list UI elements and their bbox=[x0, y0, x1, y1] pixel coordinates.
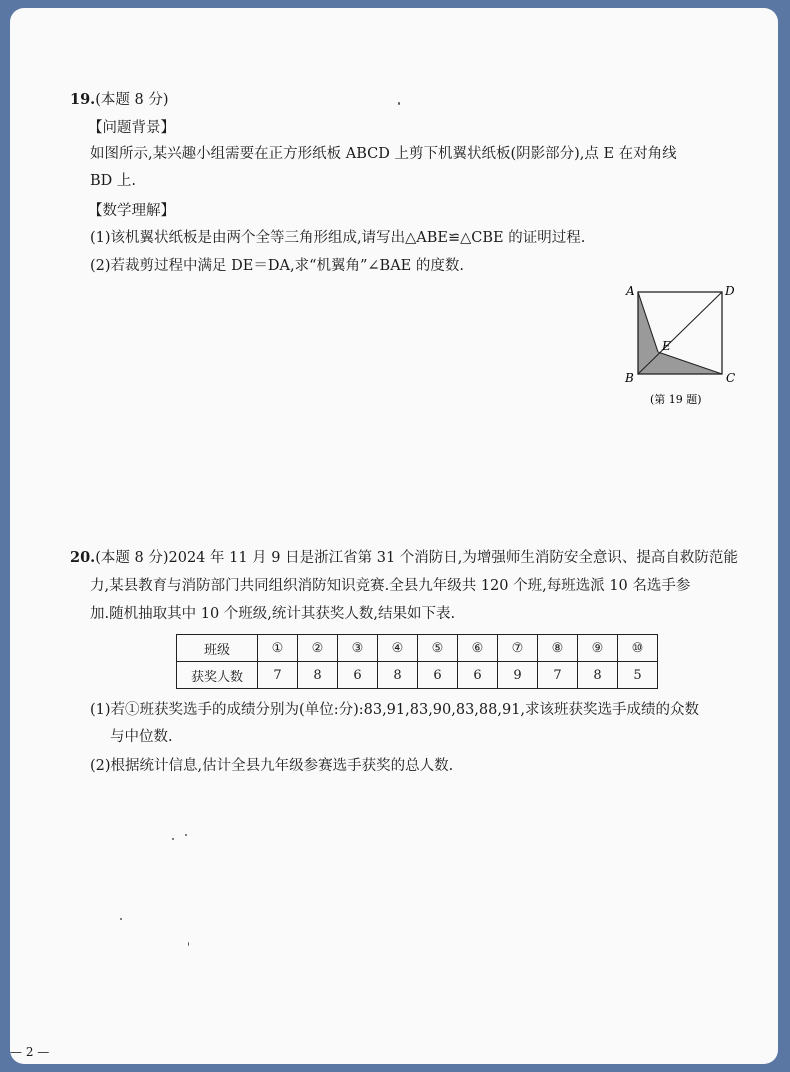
count-cell: 6 bbox=[338, 662, 378, 689]
label-d: D bbox=[725, 284, 735, 298]
count-cell: 8 bbox=[298, 662, 338, 689]
count-cell: 8 bbox=[578, 662, 618, 689]
count-cell: 6 bbox=[418, 662, 458, 689]
q19-figure bbox=[616, 278, 756, 408]
q19-background-heading: 【问题背景】 bbox=[88, 120, 175, 136]
class-cell: ③ bbox=[338, 635, 378, 662]
q19-background-line2: BD 上. bbox=[90, 173, 136, 189]
table-row-count bbox=[177, 662, 658, 689]
q19-score: (本题 8 分) bbox=[95, 92, 169, 108]
scan-speck bbox=[188, 942, 189, 946]
scan-speck bbox=[120, 918, 122, 920]
class-cell: ① bbox=[258, 635, 298, 662]
header-award-count: 获奖人数 bbox=[177, 662, 258, 689]
q20-part1-line2: 与中位数. bbox=[110, 729, 173, 745]
q20-intro-line2: 力,某县教育与消防部门共同组织消防知识竞赛.全县九年级共 120 个班,每班选派 10 名选手参 bbox=[90, 578, 691, 594]
q20-line1 bbox=[70, 548, 738, 568]
class-cell: ⑤ bbox=[418, 635, 458, 662]
count-cell: 7 bbox=[258, 662, 298, 689]
count-cell: 7 bbox=[538, 662, 578, 689]
label-a: A bbox=[626, 284, 635, 298]
q20-part1-line1: (1)若①班获奖选手的成绩分别为(单位:分):83,91,83,90,83,88,91,求该班获奖选手成绩的众数 bbox=[90, 702, 700, 718]
scan-speck bbox=[172, 838, 174, 840]
class-cell: ④ bbox=[378, 635, 418, 662]
q20-part2: (2)根据统计信息,估计全县九年级参赛选手获奖的总人数. bbox=[90, 758, 454, 774]
q19-number: 19. bbox=[70, 91, 96, 108]
scan-speck bbox=[185, 834, 187, 836]
q19-figure-caption: (第 19 题) bbox=[650, 393, 702, 406]
page-number: — 2 — bbox=[10, 1045, 50, 1059]
scan-speck bbox=[398, 102, 400, 105]
label-e: E bbox=[662, 339, 671, 353]
header-class: 班级 bbox=[177, 635, 258, 662]
award-count-table bbox=[176, 634, 658, 689]
exam-page bbox=[10, 8, 778, 1064]
label-c: C bbox=[726, 371, 736, 385]
class-cell: ⑧ bbox=[538, 635, 578, 662]
class-cell: ⑩ bbox=[618, 635, 658, 662]
q19-math-heading: 【数学理解】 bbox=[88, 203, 175, 219]
class-cell: ⑨ bbox=[578, 635, 618, 662]
count-cell: 6 bbox=[458, 662, 498, 689]
q19-part1: (1)该机翼状纸板是由两个全等三角形组成,请写出△ABE≌△CBE 的证明过程. bbox=[90, 230, 586, 246]
q19-background-line1: 如图所示,某兴趣小组需要在正方形纸板 ABCD 上剪下机翼状纸板(阴影部分),点 E 在对角线 bbox=[90, 146, 677, 162]
class-cell: ② bbox=[298, 635, 338, 662]
class-cell: ⑦ bbox=[498, 635, 538, 662]
count-cell: 9 bbox=[498, 662, 538, 689]
q19-header bbox=[70, 90, 169, 110]
table-row-class bbox=[177, 635, 658, 662]
count-cell: 8 bbox=[378, 662, 418, 689]
count-cell: 5 bbox=[618, 662, 658, 689]
q20-number: 20. bbox=[70, 549, 96, 566]
q20-intro-line3: 加.随机抽取其中 10 个班级,统计其获奖人数,结果如下表. bbox=[90, 606, 456, 622]
label-b: B bbox=[625, 371, 634, 385]
q20-intro-line1: (本题 8 分)2024 年 11 月 9 日是浙江省第 31 个消防日,为增强师生消防安全意识、提高自救防范能 bbox=[95, 550, 738, 566]
q19-part2: (2)若裁剪过程中满足 DE＝DA,求“机翼角”∠BAE 的度数. bbox=[90, 258, 464, 274]
class-cell: ⑥ bbox=[458, 635, 498, 662]
